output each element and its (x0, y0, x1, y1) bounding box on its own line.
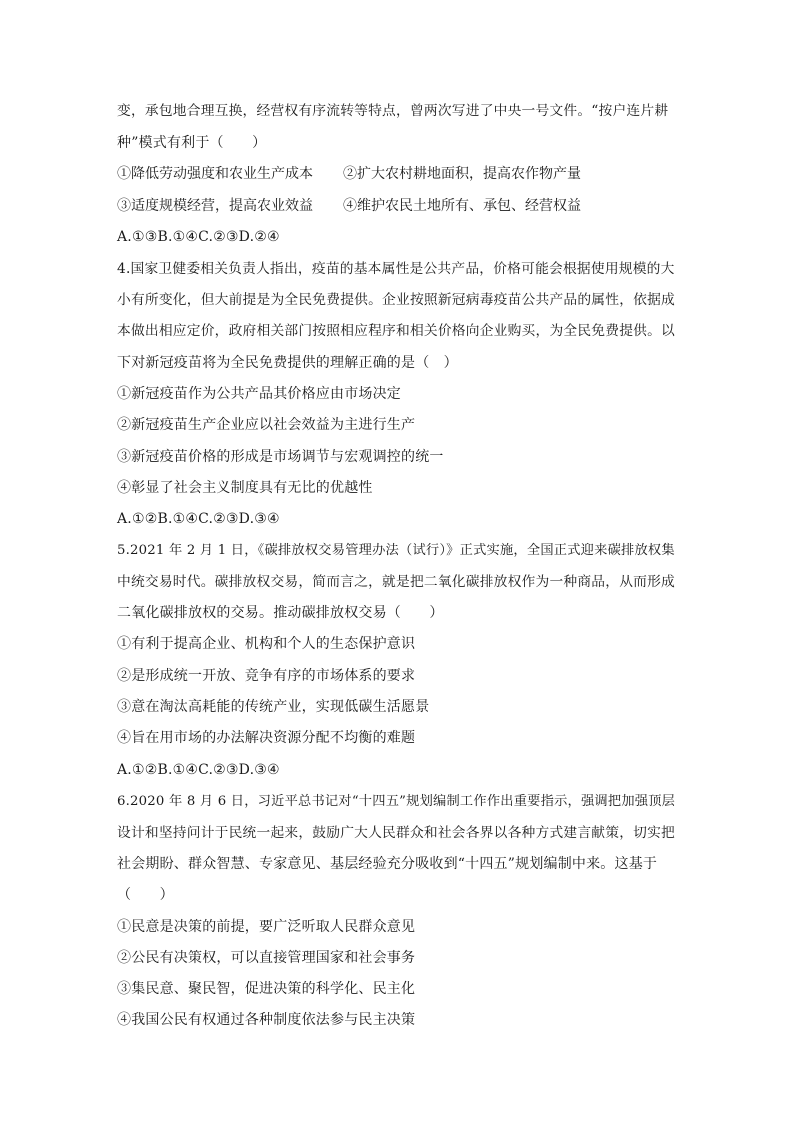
q4-line-4: 下对新冠疫苗将为全民免费提供的理解正确的是（ ） (117, 355, 458, 371)
q3-answers: A.①③B.①④C.②③D.②④ (117, 229, 280, 245)
q4-option-1: ①新冠疫苗作为公共产品其价格应由市场决定 (117, 386, 401, 402)
q3-line-1: 变，承包地合理互换，经营权有序流转等特点，曾两次写进了中央一号文件。“按户连片耕 (117, 103, 669, 119)
q5-option-4: ④旨在用市场的办法解决资源分配不均衡的难题 (117, 730, 416, 746)
q6-line-4: （ ） (117, 887, 174, 903)
q3-option-2: ②扩大农村耕地面积，提高农作物产量 (343, 166, 581, 182)
q4-answers: A.①②B.①④C.②③D.③④ (117, 511, 280, 527)
q3-line-2: 种”模式有利于（ ） (117, 135, 267, 151)
q4-line-2: 小有所变化，但大前提是为全民免费提供。企业按照新冠病毒疫苗公共产品的属性，依据成 (117, 292, 676, 308)
q3-options-row-1 (117, 165, 677, 183)
q5-option-2: ②是形成统一开放、竞争有序的市场体系的要求 (117, 668, 416, 684)
q4-option-3: ③新冠疫苗价格的形成是市场调节与宏观调控的统一 (117, 449, 444, 465)
q6-line-1: 6.2020 年 8 月 6 日，习近平总书记对“十四五”规划编制工作作出重要指示，强调把加强顶层 (117, 794, 676, 809)
q6-option-3: ③集民意、聚民智，促进决策的科学化、民主化 (117, 981, 416, 997)
q6-option-1: ①民意是决策的前提，要广泛听取人民群众意见 (117, 919, 416, 935)
q6-option-4: ④我国公民有权通过各种制度依法参与民主决策 (117, 1012, 416, 1028)
q6-line-3: 社会期盼、群众智慧、专家意见、基层经验充分吸收到“十四五”规划编制中来。这基于 (117, 856, 658, 872)
q5-option-3: ③意在淘汰高耗能的传统产业，实现低碳生活愿景 (117, 699, 430, 715)
q5-line-2: 中统交易时代。碳排放权交易，简而言之，就是把二氧化碳排放权作为一种商品，从而形成 (117, 574, 676, 590)
q5-option-1: ①有利于提高企业、机构和个人的生态保护意识 (117, 636, 416, 652)
q6-option-2: ②公民有决策权，可以直接管理国家和社会事务 (117, 950, 416, 966)
q3-option-3: ③适度规模经营，提高农业效益 (117, 198, 313, 214)
q6-line-2: 设计和坚持问计于民统一起来，鼓励广大人民群众和社会各界以各种方式建言献策，切实把 (117, 825, 676, 841)
q3-option-1: ①降低劳动强度和农业生产成本 (117, 166, 313, 182)
q4-option-4: ④彰显了社会主义制度具有无比的优越性 (117, 480, 373, 496)
q4-line-1: 4.国家卫健委相关负责人指出，疫苗的基本属性是公共产品，价格可能会根据使用规模的大 (117, 261, 675, 277)
q5-answers: A.①②B.①④C.②③D.③④ (117, 762, 280, 778)
q3-options-row-2 (117, 197, 677, 215)
q4-option-2: ②新冠疫苗生产企业应以社会效益为主进行生产 (117, 417, 416, 433)
q4-line-3: 本做出相应定价，政府相关部门按照相应程序和相关价格向企业购买，为全民免费提供。以 (117, 323, 676, 339)
q3-option-4: ④维护农民土地所有、承包、经营权益 (343, 198, 581, 214)
q5-line-3: 二氧化碳排放权的交易。推动碳排放权交易（ ） (117, 605, 444, 621)
q5-line-1: 5.2021 年 2 月 1 日，《碳排放权交易管理办法（试行）》正式实施，全国正式迎来碳排放权集 (117, 543, 675, 558)
